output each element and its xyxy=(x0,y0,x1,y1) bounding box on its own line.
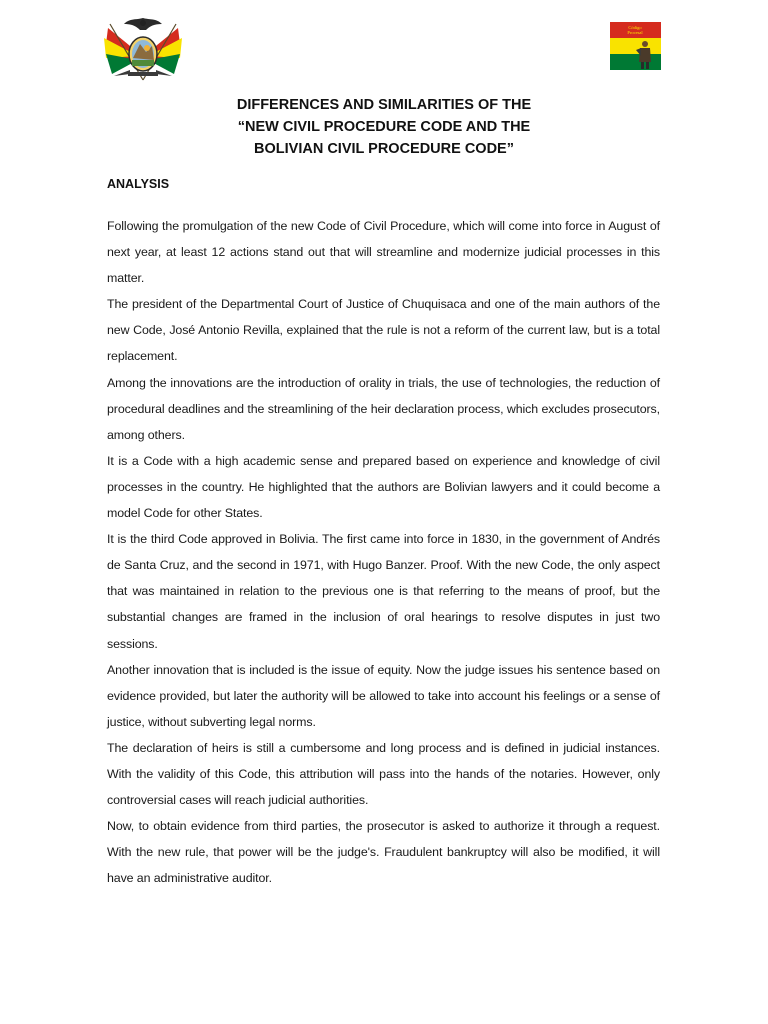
title-line-3: BOLIVIAN CIVIL PROCEDURE CODE” xyxy=(254,141,514,157)
section-heading-analysis: ANALYSIS xyxy=(107,177,170,191)
paragraph: It is the third Code approved in Bolivia. The first came into force in 1830, in the government of Andrés de Santa Cruz, and the second in 1971, with Hugo Banzer. Proof. With the new Code, the only aspect that was maintained in relation to the previous one is that referring to the means of proof, but the substantial changes are framed in the inclusion of oral hearings to resolve disputes in just two sessions. xyxy=(107,532,660,651)
paragraph: The declaration of heirs is still a cumbersome and long process and is defined in judicial instances. With the validity of this Code, this attribution will pass into the hands of the notaries. However, only controversial cases will reach judicial authorities. xyxy=(107,740,660,808)
title-line-1: DIFFERENCES AND SIMILARITIES OF THE xyxy=(236,97,532,113)
paragraph: Another innovation that is included is the issue of equity. Now the judge issues his sentence based on evidence provided, but later the authority will be allowed to take into account his feelings or a sense of justice, without subverting legal norms. xyxy=(107,662,660,729)
title-line-2: “NEW CIVIL PROCEDURE CODE AND THE xyxy=(237,119,531,135)
svg-text:Código: Código xyxy=(628,25,642,30)
paragraph: It is a Code with a high academic sense and prepared based on experience and knowledge of civil processes in the country. He highlighted that the authors are Bolivian lawyers and it could become a model Code for other States. xyxy=(107,453,660,521)
bolivia-coat-of-arms-icon xyxy=(100,14,186,86)
svg-text:Procesal: Procesal xyxy=(627,30,643,35)
paragraph: The president of the Departmental Court of Justice of Chuquisaca and one of the main authors of the new Code, José Antonio Revilla, explained that the rule is not a reform of the current law, but is a total replacement. xyxy=(107,297,660,364)
document-title xyxy=(0,94,768,160)
paragraph: Following the promulgation of the new Code of Civil Procedure, which will come into force in August of next year, at least 12 actions stand out that will streamline and modernize judicial processes in this matter. xyxy=(107,219,660,286)
body-text xyxy=(107,213,660,891)
paragraph: Now, to obtain evidence from third parties, the prosecutor is asked to authorize it through a request. With the new rule, that power will be the judge's. Fraudulent bankruptcy will also be modified, it will have an administrative auditor. xyxy=(107,819,660,886)
civil-procedure-code-flag-logo xyxy=(610,22,661,70)
paragraph: Among the innovations are the introduction of orality in trials, the use of technologies, the reduction of procedural deadlines and the streamlining of the heir declaration process, which excludes prosecutors, among others. xyxy=(107,375,660,442)
